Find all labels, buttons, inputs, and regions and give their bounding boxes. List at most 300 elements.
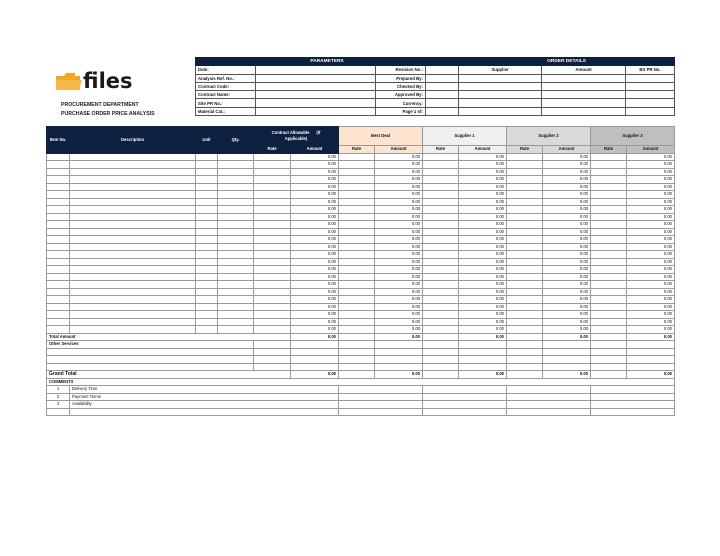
input-cell[interactable] [70,243,196,251]
input-cell[interactable] [70,303,196,311]
cell[interactable] [339,348,375,356]
order-cell[interactable] [459,99,542,107]
input-cell[interactable] [591,326,627,334]
input-cell[interactable] [70,213,196,221]
input-cell[interactable] [47,168,70,176]
input-cell[interactable] [196,243,218,251]
input-cell[interactable] [423,168,459,176]
input-cell[interactable] [423,176,459,184]
input-cell[interactable] [339,183,375,191]
cell[interactable] [543,363,591,371]
input-cell[interactable] [339,296,375,304]
input-cell[interactable] [196,236,218,244]
input-cell[interactable] [423,311,459,319]
order-cell[interactable] [626,107,675,115]
input-cell[interactable] [423,266,459,274]
input-cell[interactable] [591,303,627,311]
input-cell[interactable] [423,153,459,161]
order-cell[interactable] [459,82,542,90]
input-cell[interactable] [254,296,291,304]
input-cell[interactable] [196,168,218,176]
input-cell[interactable] [70,311,196,319]
cell[interactable] [543,348,591,356]
cell[interactable] [507,341,543,349]
input-cell[interactable] [254,213,291,221]
input-cell[interactable] [591,191,627,199]
input-cell[interactable] [47,183,70,191]
order-cell[interactable] [459,107,542,115]
input-cell[interactable] [70,221,196,229]
input-cell[interactable] [218,258,254,266]
cell[interactable] [339,363,375,371]
input-cell[interactable] [47,213,70,221]
input-cell[interactable] [47,198,70,206]
cell[interactable] [627,356,675,364]
param-field[interactable] [426,74,459,82]
input-cell[interactable] [339,273,375,281]
input-cell[interactable] [507,153,543,161]
input-cell[interactable] [70,288,196,296]
param-field[interactable] [256,91,376,99]
cell[interactable] [591,348,627,356]
input-cell[interactable] [423,318,459,326]
input-cell[interactable] [507,168,543,176]
input-cell[interactable] [218,243,254,251]
input-cell[interactable] [196,281,218,289]
cell[interactable] [459,348,507,356]
cell[interactable] [423,348,459,356]
input-cell[interactable] [423,281,459,289]
cell[interactable] [423,408,507,416]
cell[interactable] [591,341,627,349]
input-cell[interactable] [196,288,218,296]
input-cell[interactable] [423,296,459,304]
input-cell[interactable] [196,266,218,274]
input-cell[interactable] [47,176,70,184]
input-cell[interactable] [70,258,196,266]
cell[interactable] [423,386,507,394]
cell[interactable] [591,401,675,409]
input-cell[interactable] [254,161,291,169]
order-cell[interactable] [542,74,626,82]
input-cell[interactable] [218,228,254,236]
input-cell[interactable] [339,258,375,266]
input-cell[interactable] [339,318,375,326]
input-cell[interactable] [196,183,218,191]
input-cell[interactable] [507,176,543,184]
cell[interactable] [591,386,675,394]
input-cell[interactable] [507,191,543,199]
cell[interactable] [47,363,254,371]
input-cell[interactable] [507,183,543,191]
input-cell[interactable] [196,296,218,304]
cell[interactable] [507,401,591,409]
input-cell[interactable] [254,153,291,161]
input-cell[interactable] [254,326,291,334]
cell[interactable] [339,341,375,349]
input-cell[interactable] [254,258,291,266]
cell[interactable] [70,408,339,416]
input-cell[interactable] [47,288,70,296]
param-field[interactable] [426,91,459,99]
input-cell[interactable] [70,296,196,304]
input-cell[interactable] [339,303,375,311]
input-cell[interactable] [47,296,70,304]
input-cell[interactable] [507,273,543,281]
input-cell[interactable] [70,153,196,161]
input-cell[interactable] [196,161,218,169]
cell[interactable] [375,348,423,356]
cell[interactable] [423,341,459,349]
input-cell[interactable] [507,221,543,229]
order-cell[interactable] [542,107,626,115]
input-cell[interactable] [591,251,627,259]
input-cell[interactable] [196,176,218,184]
input-cell[interactable] [47,266,70,274]
input-cell[interactable] [591,206,627,214]
input-cell[interactable] [423,228,459,236]
cell[interactable] [459,341,507,349]
input-cell[interactable] [339,168,375,176]
cell[interactable] [627,348,675,356]
input-cell[interactable] [254,183,291,191]
param-field[interactable] [426,107,459,115]
input-cell[interactable] [591,243,627,251]
input-cell[interactable] [70,168,196,176]
input-cell[interactable] [591,221,627,229]
input-cell[interactable] [70,326,196,334]
input-cell[interactable] [591,161,627,169]
input-cell[interactable] [70,281,196,289]
input-cell[interactable] [218,168,254,176]
input-cell[interactable] [70,251,196,259]
input-cell[interactable] [218,251,254,259]
input-cell[interactable] [423,288,459,296]
input-cell[interactable] [591,288,627,296]
input-cell[interactable] [507,236,543,244]
cell[interactable] [47,408,70,416]
input-cell[interactable] [47,326,70,334]
cell[interactable] [47,348,254,356]
input-cell[interactable] [339,191,375,199]
input-cell[interactable] [218,161,254,169]
cell[interactable] [507,386,591,394]
input-cell[interactable] [423,161,459,169]
cell[interactable] [339,356,375,364]
input-cell[interactable] [339,198,375,206]
input-cell[interactable] [507,206,543,214]
input-cell[interactable] [70,236,196,244]
input-cell[interactable] [196,273,218,281]
input-cell[interactable] [70,191,196,199]
cell[interactable] [507,393,591,401]
input-cell[interactable] [196,191,218,199]
cell[interactable] [254,341,291,349]
cell[interactable] [375,356,423,364]
input-cell[interactable] [254,266,291,274]
cell[interactable] [291,341,339,349]
input-cell[interactable] [507,288,543,296]
input-cell[interactable] [254,221,291,229]
param-field[interactable] [256,74,376,82]
cell[interactable] [507,348,543,356]
input-cell[interactable] [218,311,254,319]
input-cell[interactable] [218,281,254,289]
cell[interactable] [591,356,627,364]
param-field[interactable] [256,107,376,115]
input-cell[interactable] [196,326,218,334]
input-cell[interactable] [218,213,254,221]
input-cell[interactable] [507,281,543,289]
cell[interactable] [339,401,423,409]
input-cell[interactable] [218,273,254,281]
input-cell[interactable] [339,206,375,214]
input-cell[interactable] [196,303,218,311]
input-cell[interactable] [254,251,291,259]
input-cell[interactable] [507,213,543,221]
input-cell[interactable] [196,221,218,229]
input-cell[interactable] [254,198,291,206]
cell[interactable] [291,356,339,364]
input-cell[interactable] [339,251,375,259]
cell[interactable] [254,356,291,364]
input-cell[interactable] [423,258,459,266]
input-cell[interactable] [47,311,70,319]
cell[interactable] [507,363,543,371]
input-cell[interactable] [507,296,543,304]
order-cell[interactable] [626,82,675,90]
input-cell[interactable] [339,161,375,169]
input-cell[interactable] [339,281,375,289]
input-cell[interactable] [196,311,218,319]
input-cell[interactable] [591,318,627,326]
input-cell[interactable] [591,311,627,319]
input-cell[interactable] [507,243,543,251]
input-cell[interactable] [507,161,543,169]
input-cell[interactable] [218,318,254,326]
input-cell[interactable] [423,206,459,214]
input-cell[interactable] [47,251,70,259]
input-cell[interactable] [218,326,254,334]
input-cell[interactable] [70,273,196,281]
cell[interactable] [591,363,627,371]
cell[interactable] [291,363,339,371]
input-cell[interactable] [507,326,543,334]
param-field[interactable] [426,82,459,90]
input-cell[interactable] [254,243,291,251]
input-cell[interactable] [196,258,218,266]
input-cell[interactable] [591,258,627,266]
input-cell[interactable] [47,243,70,251]
input-cell[interactable] [254,168,291,176]
input-cell[interactable] [423,251,459,259]
input-cell[interactable] [218,183,254,191]
input-cell[interactable] [196,213,218,221]
input-cell[interactable] [339,288,375,296]
cell[interactable] [291,348,339,356]
input-cell[interactable] [47,153,70,161]
input-cell[interactable] [218,153,254,161]
input-cell[interactable] [218,303,254,311]
input-cell[interactable] [70,228,196,236]
input-cell[interactable] [423,198,459,206]
input-cell[interactable] [254,206,291,214]
input-cell[interactable] [339,266,375,274]
input-cell[interactable] [47,303,70,311]
input-cell[interactable] [196,318,218,326]
order-cell[interactable] [459,91,542,99]
input-cell[interactable] [507,251,543,259]
input-cell[interactable] [47,206,70,214]
input-cell[interactable] [47,228,70,236]
input-cell[interactable] [507,258,543,266]
input-cell[interactable] [507,311,543,319]
input-cell[interactable] [591,183,627,191]
cell[interactable] [543,356,591,364]
cell[interactable] [507,408,591,416]
cell[interactable] [423,356,459,364]
order-cell[interactable] [542,82,626,90]
input-cell[interactable] [218,191,254,199]
input-cell[interactable] [218,236,254,244]
input-cell[interactable] [70,161,196,169]
input-cell[interactable] [218,176,254,184]
input-cell[interactable] [254,311,291,319]
input-cell[interactable] [47,273,70,281]
cell[interactable] [339,408,423,416]
input-cell[interactable] [70,206,196,214]
input-cell[interactable] [218,266,254,274]
input-cell[interactable] [196,198,218,206]
input-cell[interactable] [254,288,291,296]
input-cell[interactable] [47,221,70,229]
cell[interactable] [543,341,591,349]
input-cell[interactable] [254,273,291,281]
param-field[interactable] [256,82,376,90]
input-cell[interactable] [196,251,218,259]
cell[interactable] [591,393,675,401]
input-cell[interactable] [339,153,375,161]
input-cell[interactable] [196,206,218,214]
param-field[interactable] [256,99,376,107]
input-cell[interactable] [70,183,196,191]
input-cell[interactable] [591,281,627,289]
input-cell[interactable] [254,236,291,244]
input-cell[interactable] [196,228,218,236]
param-field[interactable] [256,66,376,74]
cell[interactable] [423,393,507,401]
input-cell[interactable] [591,228,627,236]
order-cell[interactable] [626,99,675,107]
input-cell[interactable] [70,266,196,274]
input-cell[interactable] [507,266,543,274]
input-cell[interactable] [339,221,375,229]
cell[interactable] [47,356,254,364]
input-cell[interactable] [423,243,459,251]
cell[interactable] [254,363,291,371]
cell[interactable] [459,363,507,371]
input-cell[interactable] [339,326,375,334]
input-cell[interactable] [591,153,627,161]
input-cell[interactable] [254,281,291,289]
input-cell[interactable] [507,198,543,206]
cell[interactable] [375,341,423,349]
input-cell[interactable] [591,273,627,281]
input-cell[interactable] [423,183,459,191]
input-cell[interactable] [254,176,291,184]
input-cell[interactable] [47,258,70,266]
order-cell[interactable] [459,74,542,82]
input-cell[interactable] [47,236,70,244]
input-cell[interactable] [218,198,254,206]
order-cell[interactable] [626,91,675,99]
input-cell[interactable] [47,281,70,289]
input-cell[interactable] [218,288,254,296]
input-cell[interactable] [254,228,291,236]
input-cell[interactable] [423,303,459,311]
input-cell[interactable] [339,176,375,184]
order-cell[interactable] [542,91,626,99]
input-cell[interactable] [196,153,218,161]
input-cell[interactable] [591,213,627,221]
input-cell[interactable] [254,191,291,199]
cell[interactable] [339,386,423,394]
input-cell[interactable] [339,311,375,319]
input-cell[interactable] [254,303,291,311]
input-cell[interactable] [70,318,196,326]
input-cell[interactable] [423,273,459,281]
input-cell[interactable] [423,326,459,334]
cell[interactable] [627,341,675,349]
input-cell[interactable] [507,303,543,311]
input-cell[interactable] [423,236,459,244]
param-field[interactable] [426,99,459,107]
input-cell[interactable] [339,213,375,221]
input-cell[interactable] [218,206,254,214]
input-cell[interactable] [339,228,375,236]
input-cell[interactable] [339,243,375,251]
order-cell[interactable] [626,74,675,82]
cell[interactable] [423,401,507,409]
input-cell[interactable] [339,236,375,244]
input-cell[interactable] [591,296,627,304]
input-cell[interactable] [47,191,70,199]
cell[interactable] [591,408,675,416]
cell[interactable] [507,356,543,364]
input-cell[interactable] [218,296,254,304]
cell[interactable] [627,363,675,371]
order-cell[interactable] [542,99,626,107]
input-cell[interactable] [423,191,459,199]
cell[interactable] [339,393,423,401]
input-cell[interactable] [591,168,627,176]
input-cell[interactable] [47,318,70,326]
param-field[interactable] [426,66,459,74]
input-cell[interactable] [423,213,459,221]
cell[interactable] [254,348,291,356]
input-cell[interactable] [70,176,196,184]
input-cell[interactable] [591,176,627,184]
cell[interactable] [423,363,459,371]
input-cell[interactable] [254,318,291,326]
input-cell[interactable] [591,236,627,244]
input-cell[interactable] [47,161,70,169]
input-cell[interactable] [507,318,543,326]
input-cell[interactable] [218,221,254,229]
input-cell[interactable] [591,198,627,206]
cell[interactable] [375,363,423,371]
cell[interactable] [459,356,507,364]
